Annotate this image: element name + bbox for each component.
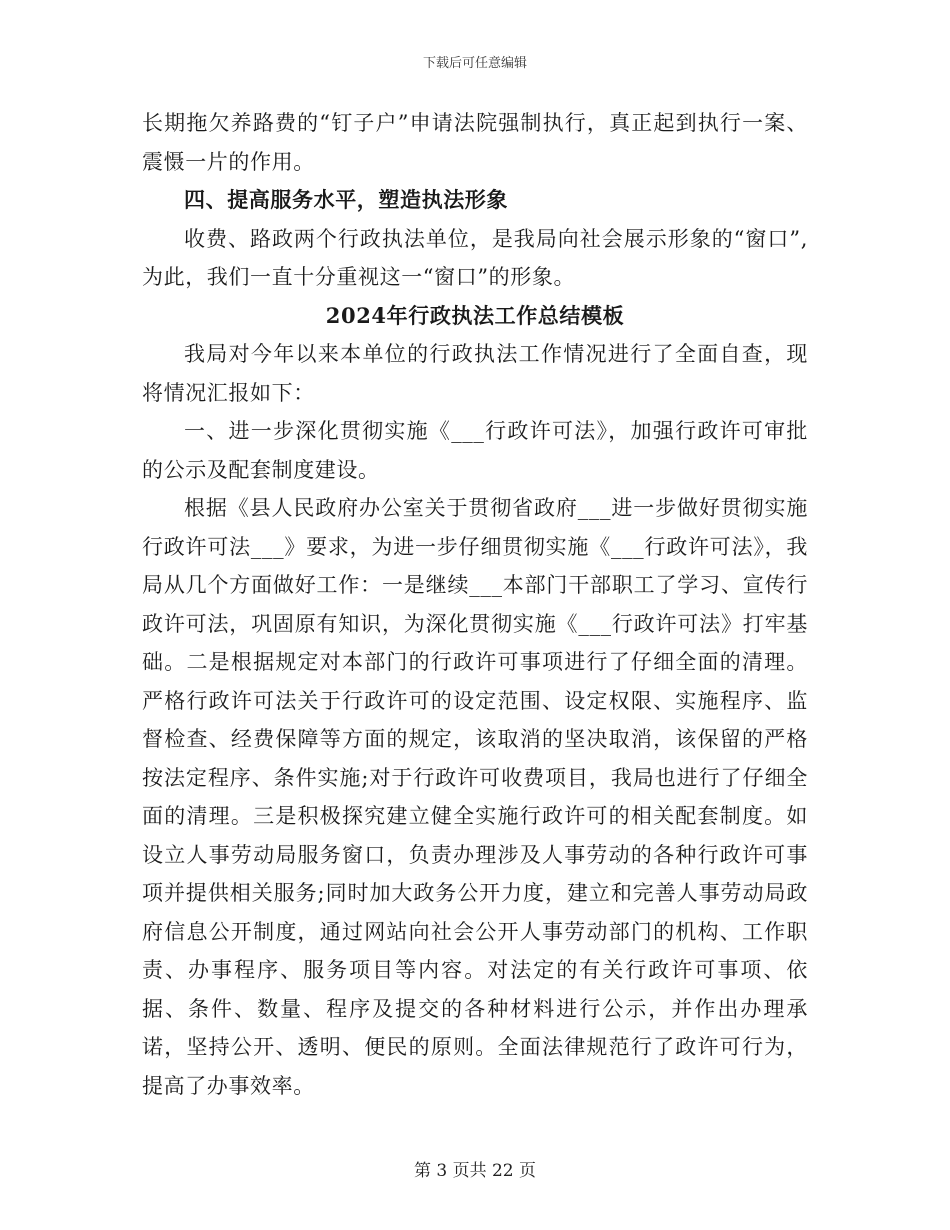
paragraph-body: 根据《县人民政府办公室关于贯彻省政府___进一步做好贯彻实施行政许可法___》要求，为进一步仔细贯彻实施《___行政许可法》，我局从几个方面做好工作：一是继续___本部门干部职工了学习、宣传行政许可法，巩固原有知识，为深化贯彻实施《___行政许可法》打牢基础。二是根据规定对本部门的行政许可事项进行了仔细全面的清理。严格行政许可法关于行政许可的设定范围、设定权限、实施程序、监督检查、经费保障等方面的规定，该取消的坚决取消，该保留的严格按法定程序、条件实施;对于行政许可收费项目，我局也进行了仔细全面的清理。三是积极探究建立健全实施行政许可的相关配套制度。如设立人事劳动局服务窗口，负责办理涉及人事劳动的各种行政许可事项并提供相关服务;同时加大政务公开力度，建立和完善人事劳动局政府信息公开制度，通过网站向社会公开人事劳动部门的机构、工作职责、办事程序、服务项目等内容。对法定的有关行政许可事项、依据、条件、数量、程序及提交的各种材料进行公示，并作出办理承诺，坚持公开、透明、便民的原则。全面法律规范行了政许可行为，提高了办事效率。: [142, 496, 808, 1098]
document-body: [142, 104, 808, 1105]
section-heading-4: 四、提高服务水平，塑造执法形象: [184, 187, 508, 212]
section-heading-1: 一、进一步深化贯彻实施《___行政许可法》，加强行政许可审批的公示及配套制度建设。: [142, 419, 808, 482]
page-footer: 第 3 页共 22 页: [413, 1161, 537, 1181]
paragraph-intro: 我局对今年以来本单位的行政执法工作情况进行了全面自查，现将情况汇报如下：: [142, 342, 808, 405]
paragraph-continued: 长期拖欠养路费的“钉子户”申请法院强制执行，真正起到执行一案、震慑一片的作用。: [142, 111, 808, 174]
document-title: 2024年行政执法工作总结模板: [325, 302, 625, 328]
page-header: 下载后可任意编辑: [422, 56, 527, 71]
paragraph-service: 收费、路政两个行政执法单位，是我局向社会展示形象的“窗口”,为此，我们一直十分重视这一“窗口”的形象。: [142, 226, 808, 289]
